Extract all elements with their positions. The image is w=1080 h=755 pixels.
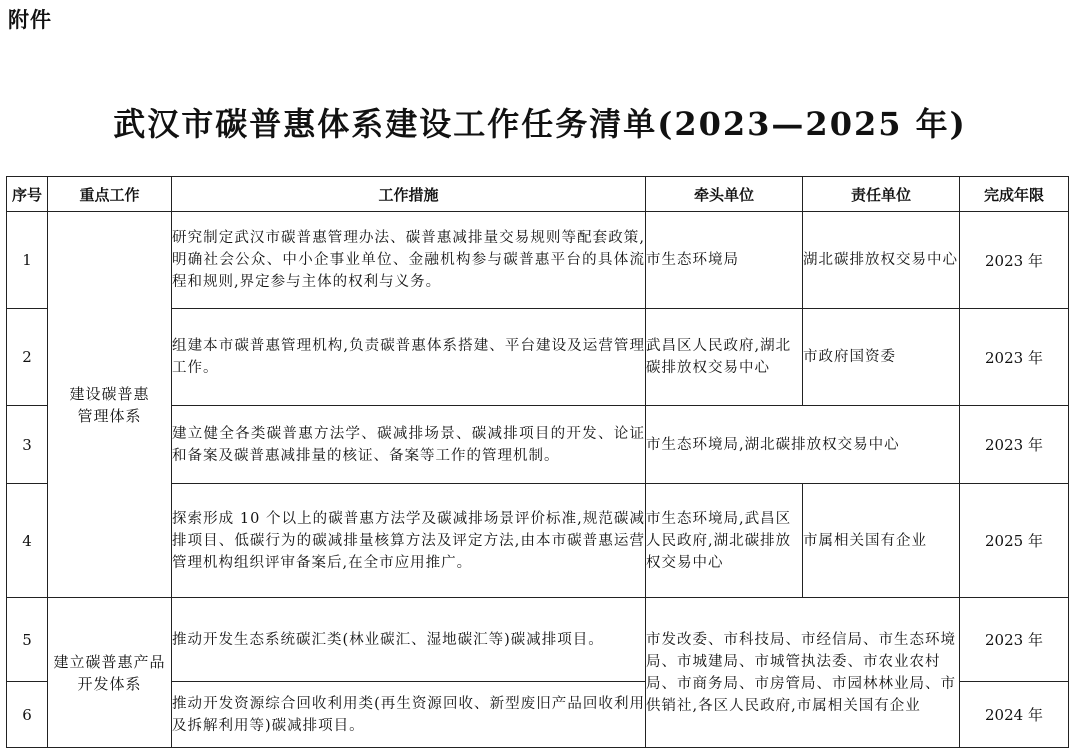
row-measure: 推动开发生态系统碳汇类(林业碳汇、湿地碳汇等)碳减排项目。 <box>172 598 646 682</box>
header-lead: 牵头单位 <box>646 177 803 212</box>
row-deadline: 2025 年 <box>960 484 1069 598</box>
header-deadline: 完成年限 <box>960 177 1069 212</box>
header-seq: 序号 <box>7 177 48 212</box>
row-deadline: 2023 年 <box>960 309 1069 406</box>
attachment-label: 附件 <box>8 8 52 32</box>
focus-group-cell: 建设碳普惠管理体系 <box>48 212 172 598</box>
document-title: 武汉市碳普惠体系建设工作任务清单(2023—2025 年) <box>113 105 967 143</box>
row-measure: 研究制定武汉市碳普惠管理办法、碳普惠减排量交易规则等配套政策,明确社会公众、中小企事业单位、金融机构参与碳普惠平台的具体流程和规则,界定参与主体的权利与义务。 <box>172 212 646 309</box>
row-seq: 6 <box>7 682 48 748</box>
row-measure: 推动开发资源综合回收利用类(再生资源回收、新型废旧产品回收利用及拆解利用等)碳减排项目。 <box>172 682 646 748</box>
row-seq: 4 <box>7 484 48 598</box>
row-responsible: 湖北碳排放权交易中心 <box>803 212 960 309</box>
row-seq: 3 <box>7 406 48 484</box>
focus-group-cell: 建立碳普惠产品开发体系 <box>48 598 172 748</box>
row-seq: 5 <box>7 598 48 682</box>
table-row <box>7 212 1069 309</box>
table-row <box>7 598 1069 682</box>
header-focus: 重点工作 <box>48 177 172 212</box>
row-measure: 探索形成 10 个以上的碳普惠方法学及碳减排场景评价标准,规范碳减排项目、低碳行为的碳减排量核算方法及评定方法,由本市碳普惠运营管理机构组织评审备案后,在全市应用推广。 <box>172 484 646 598</box>
table-header-row <box>7 177 1069 212</box>
row-deadline: 2024 年 <box>960 682 1069 748</box>
row-responsible: 市属相关国有企业 <box>803 484 960 598</box>
row-lead: 武昌区人民政府,湖北碳排放权交易中心 <box>646 309 803 406</box>
row-responsible: 市政府国资委 <box>803 309 960 406</box>
task-list-table <box>6 176 1069 748</box>
row-measure: 组建本市碳普惠管理机构,负责碳普惠体系搭建、平台建设及运营管理工作。 <box>172 309 646 406</box>
row-measure: 建立健全各类碳普惠方法学、碳减排场景、碳减排项目的开发、论证和备案及碳普惠减排量的核证、备案等工作的管理机制。 <box>172 406 646 484</box>
row-seq: 2 <box>7 309 48 406</box>
header-responsible: 责任单位 <box>803 177 960 212</box>
header-measures: 工作措施 <box>172 177 646 212</box>
row-seq: 1 <box>7 212 48 309</box>
row-lead: 市生态环境局,武昌区人民政府,湖北碳排放权交易中心 <box>646 484 803 598</box>
row-lead: 市生态环境局 <box>646 212 803 309</box>
row-lead-and-responsible: 市生态环境局,湖北碳排放权交易中心 <box>646 406 960 484</box>
shared-lead-and-responsible: 市发改委、市科技局、市经信局、市生态环境局、市城建局、市城管执法委、市农业农村局、市商务局、市房管局、市园林林业局、市供销社,各区人民政府,市属相关国有企业 <box>646 598 960 748</box>
row-deadline: 2023 年 <box>960 406 1069 484</box>
row-deadline: 2023 年 <box>960 598 1069 682</box>
row-deadline: 2023 年 <box>960 212 1069 309</box>
